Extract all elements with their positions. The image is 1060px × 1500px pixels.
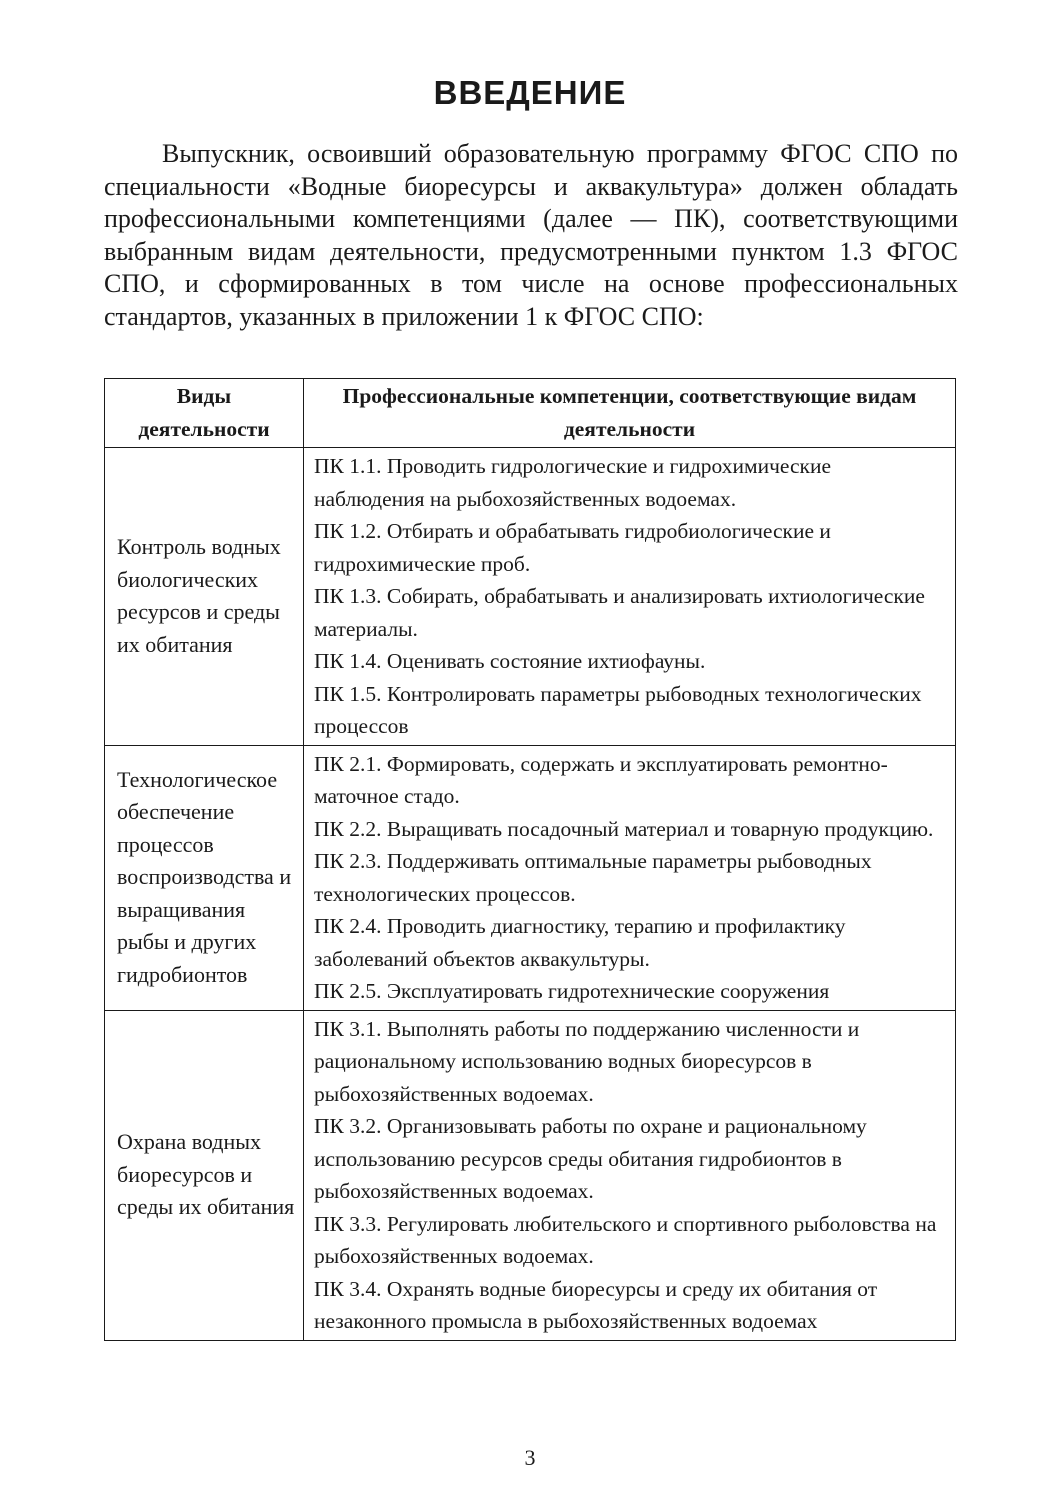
competency-item: ПК 2.2. Выращивать посадочный материал и товарную продукцию. [314,816,934,841]
table-row [105,745,956,1010]
competency-item: ПК 1.5. Контролировать параметры рыбоводных технологических процессов [314,681,922,738]
header-activity-types: Виды деятельности [105,379,304,448]
competency-item: ПК 2.5. Эксплуатировать гидротехнические сооружения [314,979,830,1003]
competency-item: ПК 2.3. Поддерживать оптимальные параметры рыбоводных технологических процессов. [314,849,872,906]
competency-item: ПК 1.1. Проводить гидрологические и гидрохимические наблюдения на рыбохозяйственных водоемах. [314,454,832,511]
activity-type-cell: Технологическое обеспечение процессов воспроизводства и выращивания рыбы и других гидробионтов [105,745,304,1010]
header-competencies: Профессиональные компетенции, соответствующие видам деятельности [304,379,956,448]
competency-item: ПК 1.3. Собирать, обрабатывать и анализировать ихтиологические материалы. [314,584,925,641]
activity-type-cell: Охрана водных биоресурсов и среды их обитания [105,1010,304,1340]
competency-item: ПК 3.4. Охранять водные биоресурсы и среду их обитания от незаконного промысла в рыбохозяйственных водоемах [314,1276,878,1333]
competencies-table [104,378,956,1341]
competency-item: ПК 1.2. Отбирать и обрабатывать гидробиологические и гидрохимические проб. [314,519,831,576]
competency-item: ПК 2.1. Формировать, содержать и эксплуатировать ремонтно-маточное стадо. [314,751,888,808]
competencies-cell [304,745,956,1010]
table-row [105,1010,956,1340]
competencies-cell [304,1010,956,1340]
page-title: ВВЕДЕНИЕ [433,74,627,111]
table-header-row [105,379,956,448]
table-row [105,448,956,746]
competency-item: ПК 1.4. Оценивать состояние ихтиофауны. [314,649,706,673]
intro-paragraph: Выпускник, освоивший образовательную программу ФГОС СПО по специальности «Водные биоресурсы и аквакультура» должен обладать профессиональными компетенциями (далее — ПК), соответствующими выбранным видам деятельности, предусмотренными пунктом 1.3 ФГОС СПО, и сформированных в том числе на основе профессиональных стандартов, указанных в приложении 1 к ФГОС СПО: [104,139,958,331]
competency-item: ПК 2.4. Проводить диагностику, терапию и профилактику заболеваний объектов аквакультуры. [314,914,846,971]
competency-item: ПК 3.2. Организовывать работы по охране и рациональному использованию ресурсов среды обитания гидробионтов в рыбохозяйственных водоемах. [314,1114,867,1203]
page-number: 3 [524,1445,536,1470]
activity-type-cell: Контроль водных биологических ресурсов и среды их обитания [105,448,304,746]
competency-item: ПК 3.3. Регулировать любительского и спортивного рыболовства на рыбохозяйственных водоемах. [314,1211,937,1268]
competency-item: ПК 3.1. Выполнять работы по поддержанию численности и рациональному использованию водных биоресурсов в рыбохозяйственных водоемах. [314,1016,860,1106]
competencies-cell [304,448,956,746]
